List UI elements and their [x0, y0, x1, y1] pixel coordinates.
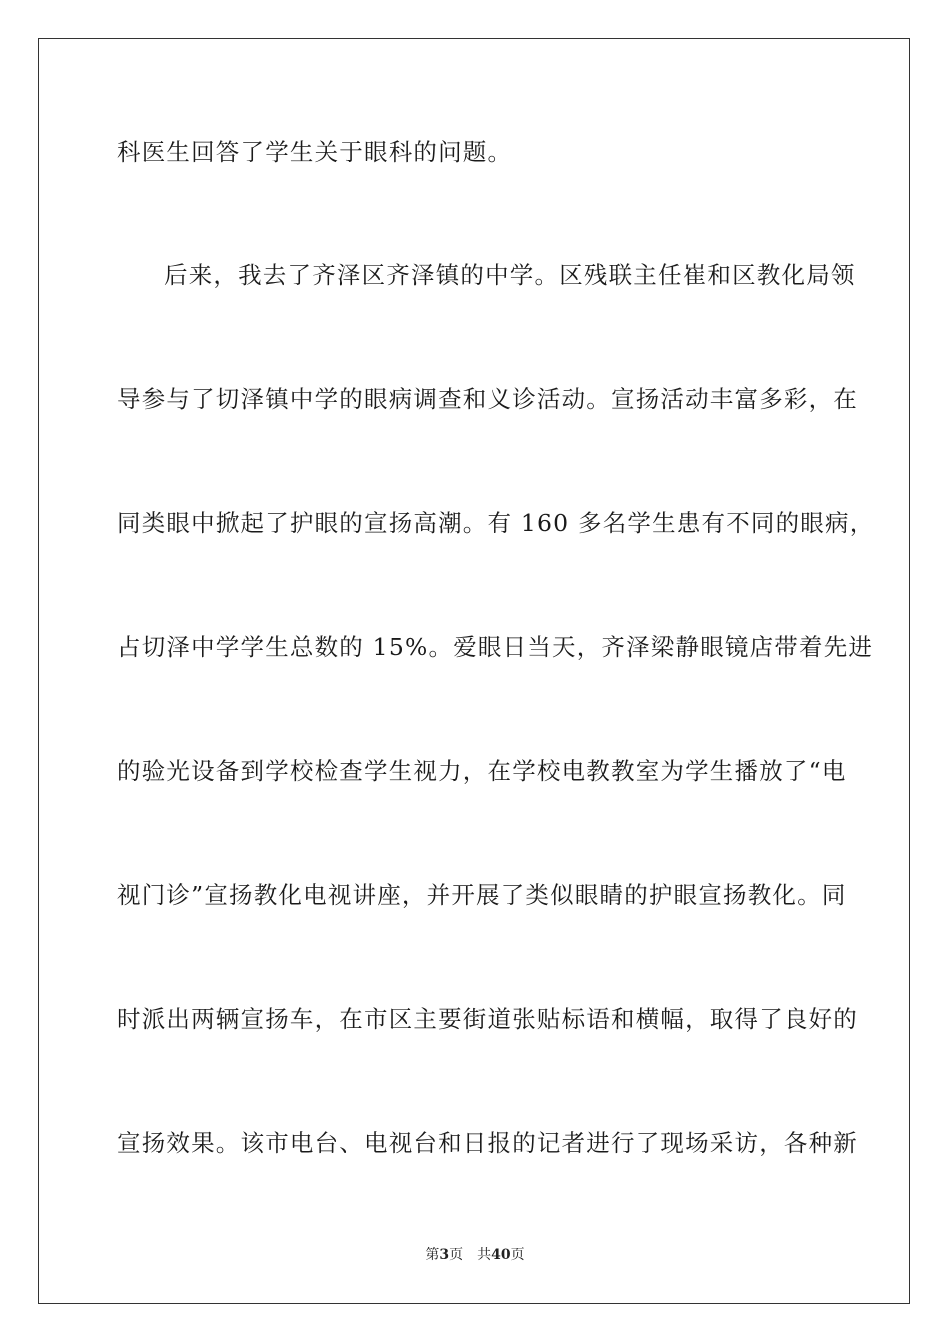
page-footer: [0, 1246, 950, 1264]
total-pages: 40: [491, 1247, 511, 1263]
text-line-9: 宣扬效果。该市电台、电视台和日报的记者进行了现场采访，各种新: [117, 1129, 858, 1157]
text-line-7: 视门诊”宣扬教化电视讲座，并开展了类似眼睛的护眼宣扬教化。同: [117, 881, 847, 909]
page-number: 3: [439, 1247, 450, 1263]
text-line-4: 同类眼中掀起了护眼的宣扬高潮。有 160 多名学生患有不同的眼病，: [117, 509, 875, 537]
page-suffix: 页: [449, 1247, 464, 1263]
text-line-6: 的验光设备到学校检查学生视力，在学校电教教室为学生播放了“电: [117, 757, 847, 785]
total-suffix: 页: [510, 1247, 525, 1263]
text-line-8: 时派出两辆宣扬车，在市区主要街道张贴标语和横幅，取得了良好的: [117, 1005, 858, 1033]
text-line-3: 导参与了切泽镇中学的眼病调查和义诊活动。宣扬活动丰富多彩，在: [117, 385, 858, 413]
page-prefix: 第: [425, 1247, 440, 1263]
total-prefix: 共: [477, 1247, 492, 1263]
page-border: [38, 38, 910, 1304]
text-line-1: 科医生回答了学生关于眼科的问题。: [117, 138, 513, 166]
text-line-5: 占切泽中学学生总数的 15%。爱眼日当天，齐泽梁静眼镜店带着先进: [117, 633, 874, 661]
text-line-2: 后来，我去了齐泽区齐泽镇的中学。区残联主任崔和区教化局领: [164, 261, 856, 289]
